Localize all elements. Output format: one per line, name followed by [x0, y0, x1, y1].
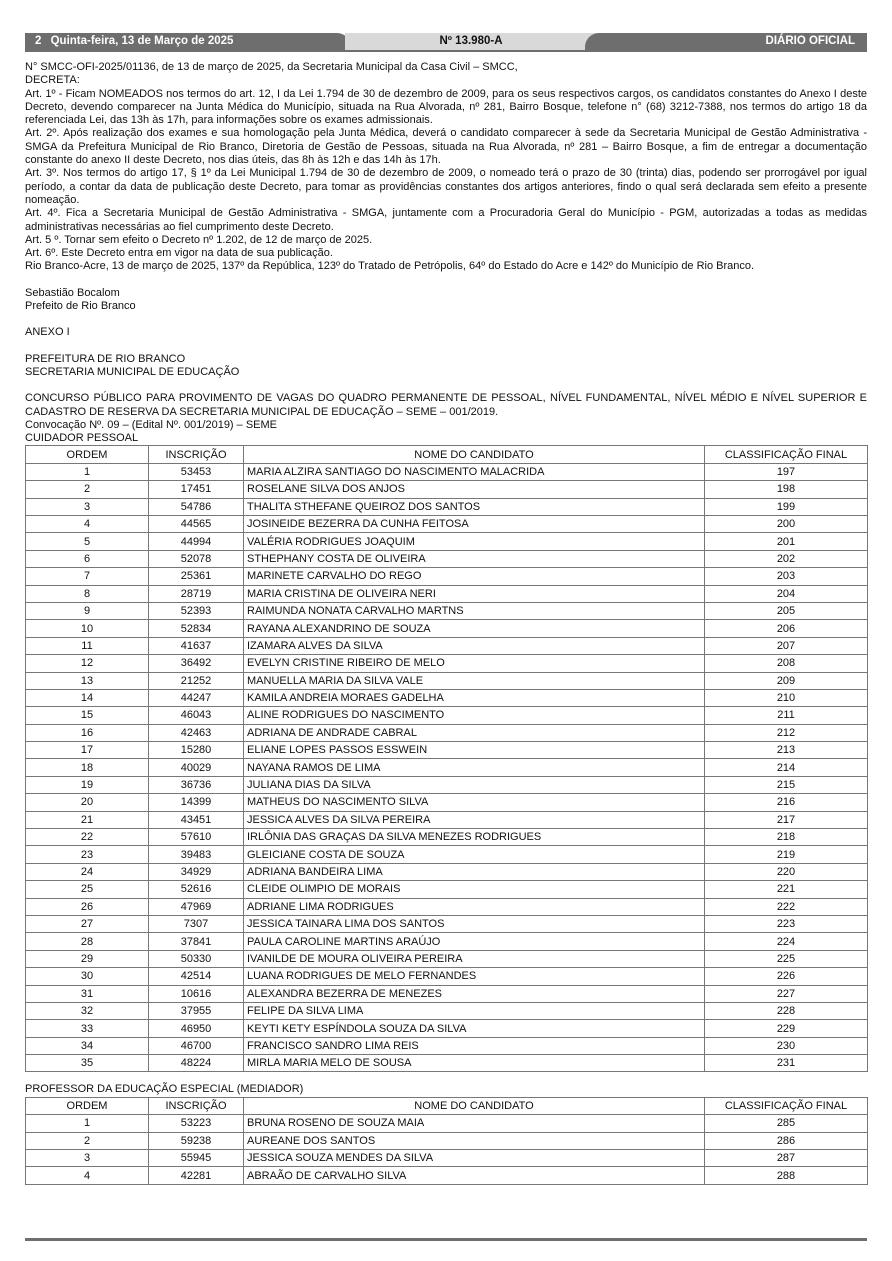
cell-inscricao: 10616 — [149, 985, 244, 1002]
cell-nome: AUREANE DOS SANTOS — [244, 1132, 705, 1149]
cell-nome: ELIANE LOPES PASSOS ESSWEIN — [244, 742, 705, 759]
candidates-table-cuidador — [25, 445, 868, 1072]
table-row — [26, 829, 868, 846]
cell-nome: RAYANA ALEXANDRINO DE SOUZA — [244, 620, 705, 637]
table-row — [26, 1167, 868, 1184]
table-row — [26, 898, 868, 915]
cell-classificacao: 197 — [705, 463, 868, 480]
cell-inscricao: 21252 — [149, 672, 244, 689]
cell-inscricao: 40029 — [149, 759, 244, 776]
table-row — [26, 1020, 868, 1037]
cell-nome: EVELYN CRISTINE RIBEIRO DE MELO — [244, 655, 705, 672]
cell-ordem: 34 — [26, 1037, 149, 1054]
signer-title: Prefeito de Rio Branco — [25, 300, 136, 313]
cell-classificacao: 229 — [705, 1020, 868, 1037]
cell-classificacao: 227 — [705, 985, 868, 1002]
cell-nome: THALITA STHEFANE QUEIROZ DOS SANTOS — [244, 498, 705, 515]
cell-ordem: 25 — [26, 881, 149, 898]
table-row — [26, 881, 868, 898]
table-header-row — [26, 1097, 868, 1114]
contest-description: CONCURSO PÚBLICO PARA PROVIMENTO DE VAGAS DO QUADRO PERMANENTE DE PESSOAL, NÍVEL FUNDAMENTAL, NÍVEL MÉDIO E NÍVEL SUPERIOR E CADASTRO DE RESERVA DA SECRETARIA MUNICIPAL DE EDUCAÇÃO – SEME – 001/2019. — [25, 392, 867, 418]
issue-number: Nº 13.980-A — [345, 33, 597, 50]
cell-inscricao: 47969 — [149, 898, 244, 915]
column-header-inscricao: INSCRIÇÃO — [149, 446, 244, 463]
decree-paragraph: Art. 5 º. Tornar sem efeito o Decreto nº 1.202, de 12 de março de 2025. — [25, 233, 373, 246]
cell-classificacao: 200 — [705, 515, 868, 532]
table-title-professor: PROFESSOR DA EDUCAÇÃO ESPECIAL (MEDIADOR) — [25, 1083, 304, 1096]
cell-inscricao: 36736 — [149, 776, 244, 793]
cell-ordem: 8 — [26, 585, 149, 602]
cell-inscricao: 52078 — [149, 550, 244, 567]
cell-inscricao: 48224 — [149, 1055, 244, 1072]
cell-ordem: 16 — [26, 724, 149, 741]
cell-ordem: 5 — [26, 533, 149, 550]
convocation-line: Convocação Nº. 09 – (Edital Nº. 001/2019) – SEME — [25, 418, 278, 431]
cell-nome: BRUNA ROSENO DE SOUZA MAIA — [244, 1115, 705, 1132]
cell-classificacao: 210 — [705, 689, 868, 706]
cell-inscricao: 46700 — [149, 1037, 244, 1054]
cell-nome: ROSELANE SILVA DOS ANJOS — [244, 481, 705, 498]
table-row — [26, 602, 868, 619]
table-row — [26, 655, 868, 672]
cell-ordem: 3 — [26, 498, 149, 515]
table-row — [26, 515, 868, 532]
candidates-table-professor — [25, 1097, 868, 1185]
cell-inscricao: 15280 — [149, 742, 244, 759]
cell-nome: JESSICA TAINARA LIMA DOS SANTOS — [244, 915, 705, 932]
cell-inscricao: 55945 — [149, 1149, 244, 1166]
decree-paragraph: Art. 1º - Ficam NOMEADOS nos termos do art. 12, I da Lei 1.794 de 30 de dezembro de 2009, para os seus respectivos cargos, os candidatos constantes do Anexo I deste Decreto, devendo comparecer na Junta Médica do Município, situada na Rua Alvorada, nº 281, Bairro Bosque, telefone n° (68) 3212-7388, nos termos do artigo 18 da referenciada Lei, das 13h às 17h, para informações sobre os exames admissionais. — [25, 87, 867, 127]
cell-classificacao: 231 — [705, 1055, 868, 1072]
cell-nome: STHEPHANY COSTA DE OLIVEIRA — [244, 550, 705, 567]
cell-ordem: 22 — [26, 829, 149, 846]
cell-inscricao: 7307 — [149, 915, 244, 932]
cell-ordem: 12 — [26, 655, 149, 672]
decree-paragraph: Art. 6º. Este Decreto entra em vigor na data de sua publicação. — [25, 247, 333, 260]
cell-nome: KEYTI KETY ESPÍNDOLA SOUZA DA SILVA — [244, 1020, 705, 1037]
cell-ordem: 1 — [26, 1115, 149, 1132]
column-header-classificacao: CLASSIFICAÇÃO FINAL — [705, 1097, 868, 1114]
table-row — [26, 985, 868, 1002]
cell-nome: JULIANA DIAS DA SILVA — [244, 776, 705, 793]
cell-inscricao: 53223 — [149, 1115, 244, 1132]
cell-ordem: 20 — [26, 794, 149, 811]
table-row — [26, 533, 868, 550]
decree-paragraph: Art. 4º. Fica a Secretaria Municipal de Gestão Administrativa - SMGA, juntamente com a Procuradoria Geral do Município - PGM, autorizadas a todas as medidas administrativas necessárias ao fiel cumprimento deste Decreto. — [25, 207, 867, 233]
cell-inscricao: 42463 — [149, 724, 244, 741]
header-date-bar — [25, 33, 335, 50]
cell-ordem: 24 — [26, 863, 149, 880]
cell-classificacao: 222 — [705, 898, 868, 915]
table-row — [26, 1002, 868, 1019]
cell-classificacao: 287 — [705, 1149, 868, 1166]
cell-ordem: 23 — [26, 846, 149, 863]
cell-inscricao: 42281 — [149, 1167, 244, 1184]
cell-inscricao: 36492 — [149, 655, 244, 672]
cell-classificacao: 204 — [705, 585, 868, 602]
table-row — [26, 776, 868, 793]
page-number: 2 — [35, 35, 42, 47]
table-row — [26, 550, 868, 567]
table-row — [26, 811, 868, 828]
cell-classificacao: 285 — [705, 1115, 868, 1132]
cell-inscricao: 52834 — [149, 620, 244, 637]
cell-nome: PAULA CAROLINE MARTINS ARAÚJO — [244, 933, 705, 950]
cell-nome: MARIA CRISTINA DE OLIVEIRA NERI — [244, 585, 705, 602]
cell-nome: IVANILDE DE MOURA OLIVEIRA PEREIRA — [244, 950, 705, 967]
cell-nome: NAYANA RAMOS DE LIMA — [244, 759, 705, 776]
page-header — [25, 33, 867, 50]
table-row — [26, 950, 868, 967]
cell-nome: RAIMUNDA NONATA CARVALHO MARTNS — [244, 602, 705, 619]
table-row — [26, 1037, 868, 1054]
cell-nome: MARIA ALZIRA SANTIAGO DO NASCIMENTO MALACRIDA — [244, 463, 705, 480]
column-header-nome: NOME DO CANDIDATO — [244, 446, 705, 463]
org-name: PREFEITURA DE RIO BRANCO — [25, 352, 186, 365]
table-row — [26, 915, 868, 932]
cell-classificacao: 214 — [705, 759, 868, 776]
cell-ordem: 7 — [26, 568, 149, 585]
cell-inscricao: 57610 — [149, 829, 244, 846]
cell-nome: JESSICA SOUZA MENDES DA SILVA — [244, 1149, 705, 1166]
cell-inscricao: 59238 — [149, 1132, 244, 1149]
cell-ordem: 3 — [26, 1149, 149, 1166]
footer-divider — [25, 1238, 867, 1241]
cell-ordem: 19 — [26, 776, 149, 793]
header-divider — [25, 50, 867, 52]
cell-nome: ADRIANE LIMA RODRIGUES — [244, 898, 705, 915]
cell-ordem: 18 — [26, 759, 149, 776]
cell-classificacao: 201 — [705, 533, 868, 550]
cell-inscricao: 42514 — [149, 968, 244, 985]
cell-classificacao: 198 — [705, 481, 868, 498]
cell-ordem: 2 — [26, 1132, 149, 1149]
decree-paragraph: Art. 2º. Após realização dos exames e sua homologação pela Junta Médica, deverá o candidato comparecer à sede da Secretaria Municipal de Gestão Administrativa - SMGA da Prefeitura Municipal de Rio Branco, Diretoria de Gestão de Pessoas, situada na Rua Alvorada, nº 281 – Bairro Bosque, a fim de entregar a documentação constante do anexo II deste Decreto, nos dias úteis, das 8h às 12h e das 14h às 17h. — [25, 127, 867, 167]
cell-ordem: 6 — [26, 550, 149, 567]
cell-ordem: 35 — [26, 1055, 149, 1072]
table-body-professor — [26, 1115, 868, 1185]
cell-ordem: 1 — [26, 463, 149, 480]
cell-nome: MANUELLA MARIA DA SILVA VALE — [244, 672, 705, 689]
cell-nome: ALINE RODRIGUES DO NASCIMENTO — [244, 707, 705, 724]
table-row — [26, 637, 868, 654]
cell-classificacao: 221 — [705, 881, 868, 898]
cell-classificacao: 203 — [705, 568, 868, 585]
cell-inscricao: 44565 — [149, 515, 244, 532]
cell-nome: CLEIDE OLIMPIO DE MORAIS — [244, 881, 705, 898]
cell-classificacao: 213 — [705, 742, 868, 759]
column-header-ordem: ORDEM — [26, 446, 149, 463]
cell-classificacao: 207 — [705, 637, 868, 654]
cell-ordem: 30 — [26, 968, 149, 985]
cell-ordem: 4 — [26, 1167, 149, 1184]
header-date: Quinta-feira, 13 de Março de 2025 — [50, 35, 234, 47]
cell-ordem: 14 — [26, 689, 149, 706]
table-row — [26, 568, 868, 585]
cell-classificacao: 215 — [705, 776, 868, 793]
cell-inscricao: 46043 — [149, 707, 244, 724]
table-row — [26, 1149, 868, 1166]
cell-nome: FELIPE DA SILVA LIMA — [244, 1002, 705, 1019]
cell-inscricao: 37841 — [149, 933, 244, 950]
table-row — [26, 707, 868, 724]
cell-classificacao: 226 — [705, 968, 868, 985]
decree-paragraph: Rio Branco-Acre, 13 de março de 2025, 137º da República, 123º do Tratado de Petrópolis, 64º do Estado do Acre e 142º do Município de Rio Branco. — [25, 260, 755, 273]
cell-ordem: 28 — [26, 933, 149, 950]
cell-classificacao: 209 — [705, 672, 868, 689]
cell-ordem: 26 — [26, 898, 149, 915]
cell-inscricao: 14399 — [149, 794, 244, 811]
cell-inscricao: 46950 — [149, 1020, 244, 1037]
decree-paragraph: N° SMCC-OFI-2025/01136, de 13 de março de 2025, da Secretaria Municipal da Casa Civil – SMCC, — [25, 61, 518, 73]
table-row — [26, 1115, 868, 1132]
table-row — [26, 724, 868, 741]
cell-classificacao: 286 — [705, 1132, 868, 1149]
table-row — [26, 968, 868, 985]
cell-classificacao: 228 — [705, 1002, 868, 1019]
cell-classificacao: 206 — [705, 620, 868, 637]
cell-nome: ALEXANDRA BEZERRA DE MENEZES — [244, 985, 705, 1002]
page-content — [25, 61, 867, 1185]
cell-ordem: 13 — [26, 672, 149, 689]
cell-ordem: 4 — [26, 515, 149, 532]
cell-nome: KAMILA ANDREIA MORAES GADELHA — [244, 689, 705, 706]
cell-nome: MIRLA MARIA MELO DE SOUSA — [244, 1055, 705, 1072]
cell-ordem: 9 — [26, 602, 149, 619]
table-row — [26, 498, 868, 515]
cell-inscricao: 25361 — [149, 568, 244, 585]
table-row — [26, 463, 868, 480]
cell-ordem: 31 — [26, 985, 149, 1002]
decree-text — [25, 61, 867, 274]
table-row — [26, 1055, 868, 1072]
table-title-cuidador: CUIDADOR PESSOAL — [25, 432, 139, 445]
decree-paragraph: Art. 3º. Nos termos do artigo 17, § 1º da Lei Municipal 1.794 de 30 de dezembro de 2009, o nomeado terá o prazo de 30 (trinta) dias, podendo ser prorrogável por igual período, a contar da data de publicação deste Decreto, para tomar as providências constantes dos artigos anteriores, findo o qual será declarada sem efeito a presente nomeação. — [25, 167, 867, 206]
cell-inscricao: 41637 — [149, 637, 244, 654]
cell-classificacao: 230 — [705, 1037, 868, 1054]
cell-nome: GLEICIANE COSTA DE SOUZA — [244, 846, 705, 863]
cell-inscricao: 52616 — [149, 881, 244, 898]
cell-inscricao: 28719 — [149, 585, 244, 602]
cell-ordem: 27 — [26, 915, 149, 932]
table-row — [26, 794, 868, 811]
cell-ordem: 2 — [26, 481, 149, 498]
decree-paragraph: DECRETA: — [25, 74, 80, 87]
cell-ordem: 33 — [26, 1020, 149, 1037]
publication-name: DIÁRIO OFICIAL — [610, 33, 867, 50]
cell-nome: JOSINEIDE BEZERRA DA CUNHA FEITOSA — [244, 515, 705, 532]
cell-inscricao: 39483 — [149, 846, 244, 863]
table-row — [26, 672, 868, 689]
table-row — [26, 689, 868, 706]
cell-classificacao: 205 — [705, 602, 868, 619]
cell-nome: MARINETE CARVALHO DO REGO — [244, 568, 705, 585]
cell-ordem: 17 — [26, 742, 149, 759]
table-row — [26, 481, 868, 498]
column-header-nome: NOME DO CANDIDATO — [244, 1097, 705, 1114]
cell-inscricao: 53453 — [149, 463, 244, 480]
column-header-inscricao: INSCRIÇÃO — [149, 1097, 244, 1114]
table-row — [26, 933, 868, 950]
cell-nome: JESSICA ALVES DA SILVA PEREIRA — [244, 811, 705, 828]
column-header-ordem: ORDEM — [26, 1097, 149, 1114]
cell-classificacao: 212 — [705, 724, 868, 741]
cell-classificacao: 218 — [705, 829, 868, 846]
cell-classificacao: 225 — [705, 950, 868, 967]
cell-ordem: 21 — [26, 811, 149, 828]
cell-nome: VALÉRIA RODRIGUES JOAQUIM — [244, 533, 705, 550]
cell-classificacao: 202 — [705, 550, 868, 567]
table-body-cuidador — [26, 463, 868, 1072]
cell-classificacao: 219 — [705, 846, 868, 863]
cell-nome: IZAMARA ALVES DA SILVA — [244, 637, 705, 654]
cell-classificacao: 211 — [705, 707, 868, 724]
cell-nome: IRLÔNIA DAS GRAÇAS DA SILVA MENEZES RODRIGUES — [244, 829, 705, 846]
cell-inscricao: 44994 — [149, 533, 244, 550]
cell-nome: FRANCISCO SANDRO LIMA REIS — [244, 1037, 705, 1054]
cell-ordem: 11 — [26, 637, 149, 654]
cell-nome: ABRAÃO DE CARVALHO SILVA — [244, 1167, 705, 1184]
cell-classificacao: 208 — [705, 655, 868, 672]
cell-nome: ADRIANA BANDEIRA LIMA — [244, 863, 705, 880]
table-row — [26, 585, 868, 602]
table-row — [26, 759, 868, 776]
cell-nome: MATHEUS DO NASCIMENTO SILVA — [244, 794, 705, 811]
annex-title: ANEXO I — [25, 326, 70, 339]
cell-classificacao: 288 — [705, 1167, 868, 1184]
cell-ordem: 15 — [26, 707, 149, 724]
cell-inscricao: 44247 — [149, 689, 244, 706]
table-header-row — [26, 446, 868, 463]
cell-inscricao: 54786 — [149, 498, 244, 515]
cell-ordem: 10 — [26, 620, 149, 637]
table-row — [26, 1132, 868, 1149]
cell-classificacao: 224 — [705, 933, 868, 950]
cell-nome: ADRIANA DE ANDRADE CABRAL — [244, 724, 705, 741]
org-department: SECRETARIA MUNICIPAL DE EDUCAÇÃO — [25, 365, 240, 378]
cell-inscricao: 43451 — [149, 811, 244, 828]
cell-classificacao: 217 — [705, 811, 868, 828]
table-row — [26, 620, 868, 637]
cell-classificacao: 216 — [705, 794, 868, 811]
table-row — [26, 742, 868, 759]
cell-classificacao: 220 — [705, 863, 868, 880]
signer-name: Sebastião Bocalom — [25, 286, 120, 299]
table-row — [26, 846, 868, 863]
cell-inscricao: 34929 — [149, 863, 244, 880]
cell-nome: LUANA RODRIGUES DE MELO FERNANDES — [244, 968, 705, 985]
cell-ordem: 29 — [26, 950, 149, 967]
cell-classificacao: 223 — [705, 915, 868, 932]
cell-inscricao: 17451 — [149, 481, 244, 498]
cell-inscricao: 50330 — [149, 950, 244, 967]
column-header-classificacao: CLASSIFICAÇÃO FINAL — [705, 446, 868, 463]
cell-ordem: 32 — [26, 1002, 149, 1019]
cell-inscricao: 37955 — [149, 1002, 244, 1019]
cell-classificacao: 199 — [705, 498, 868, 515]
cell-inscricao: 52393 — [149, 602, 244, 619]
table-row — [26, 863, 868, 880]
